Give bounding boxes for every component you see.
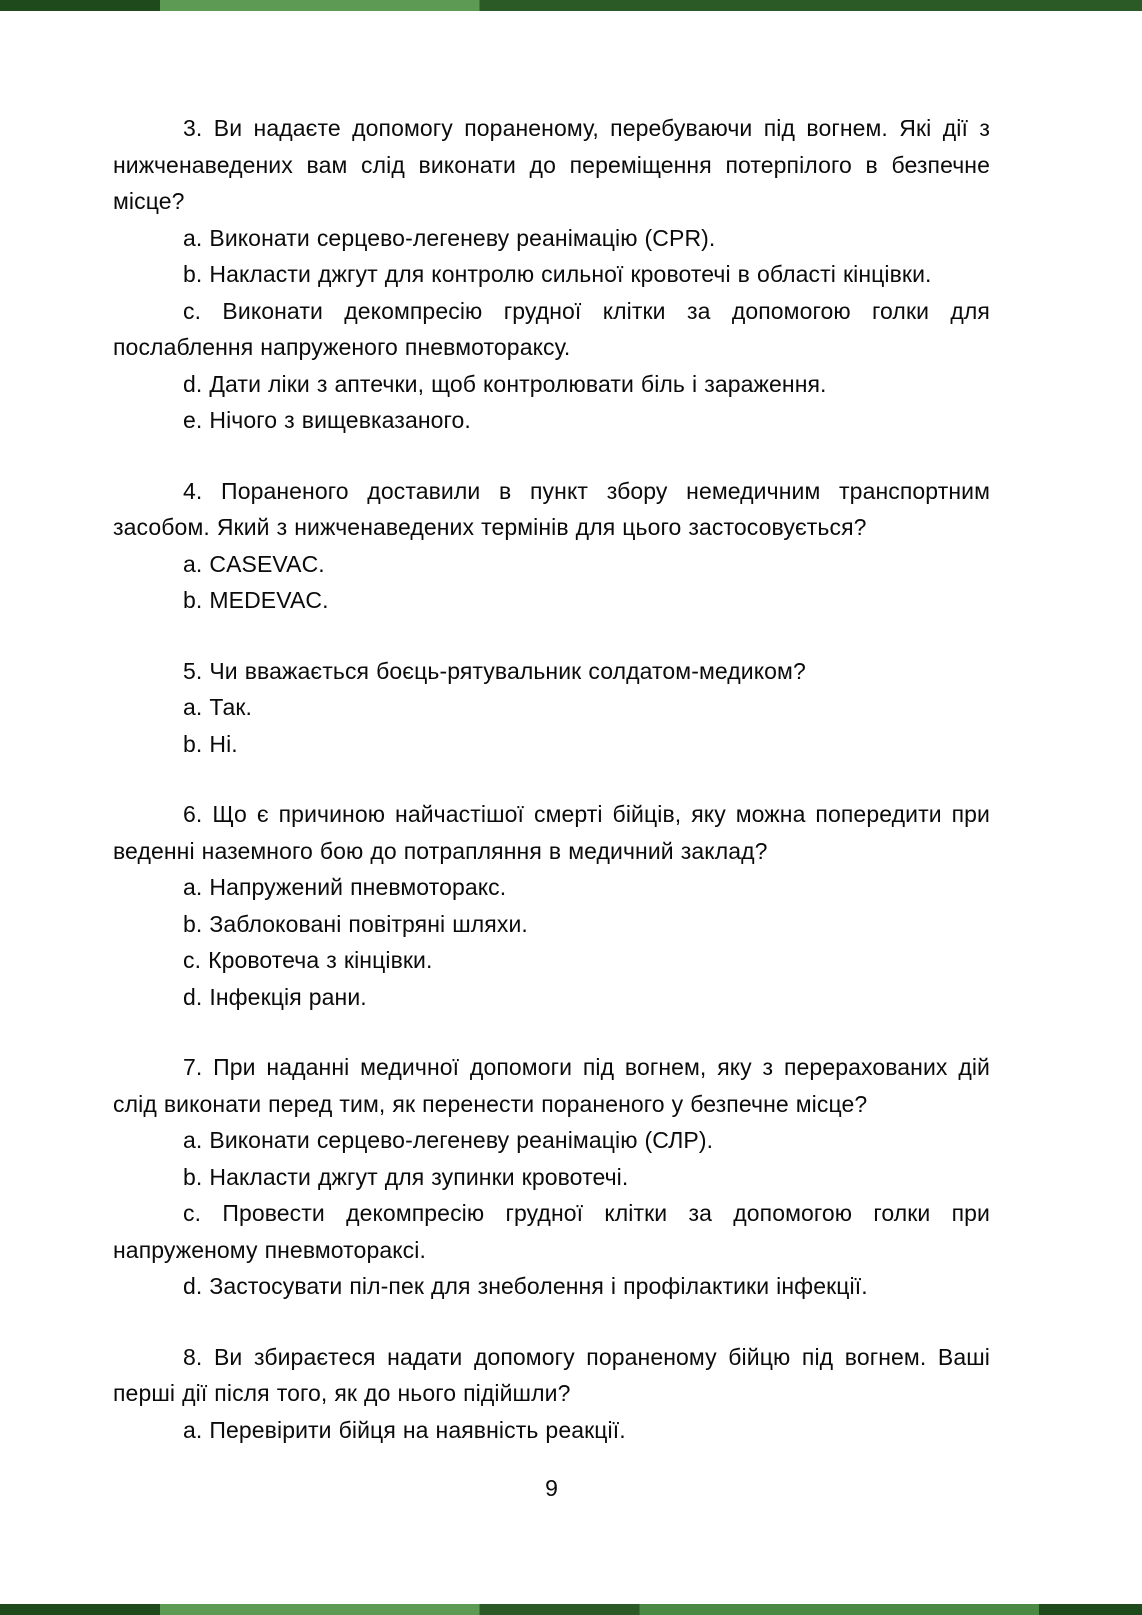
answer-option: d. Інфекція рани. <box>183 983 367 1010</box>
question-text: 3. Ви надаєте допомогу пораненому, перебуваючи під вогнем. Які дії з нижченаведених вам слід виконати до переміщення потерпілого в безпечне місце? <box>113 115 990 214</box>
question-block-8 <box>113 1339 990 1449</box>
question-block-7 <box>113 1049 990 1305</box>
page-bottom-scan-edge <box>0 1604 1142 1615</box>
question-block-6 <box>113 796 990 1015</box>
answer-option: c. Кровотеча з кінцівки. <box>183 947 433 973</box>
question-block-5 <box>113 653 990 763</box>
answer-option: a. Напружений пневмоторакс. <box>183 874 507 900</box>
answer-option: c. Провести декомпресію грудної клітки за допомогою голки при напруженому пневмотораксі. <box>113 1200 990 1263</box>
page-top-scan-edge <box>0 0 1142 11</box>
answer-option: b. Накласти джгут для контролю сильної кровотечі в області кінцівки. <box>183 261 932 287</box>
answer-option: b. Накласти джгут для зупинки кровотечі. <box>183 1163 629 1190</box>
answer-option: a. Так. <box>183 694 253 720</box>
question-text: 8. Ви збираєтеся надати допомогу пораненому бійцю під вогнем. Ваші перші дії після того, як до нього підійшли? <box>113 1343 990 1406</box>
answer-option: a. Виконати серцево-легеневу реанімацію (CPR). <box>183 224 716 251</box>
answer-option: d. Застосувати піл-пек для знеболення і профілактики інфекції. <box>183 1273 868 1299</box>
answer-option: b. Ні. <box>183 730 238 757</box>
page-content <box>113 110 990 1448</box>
answer-option: b. MEDEVAC. <box>183 587 329 613</box>
answer-option: b. Заблоковані повітряні шляхи. <box>183 910 528 937</box>
question-block-4 <box>113 473 990 619</box>
question-text: 5. Чи вважається боєць-рятувальник солдатом-медиком? <box>183 657 806 684</box>
answer-option: a. Виконати серцево-легеневу реанімацію (СЛР). <box>183 1127 714 1153</box>
answer-option: e. Нічого з вищевказаного. <box>183 407 471 433</box>
answer-option: a. CASEVAC. <box>183 550 325 577</box>
answer-option: d. Дати ліки з аптечки, щоб контролювати біль і зараження. <box>183 370 827 397</box>
question-text: 4. Пораненого доставили в пункт збору немедичним транспортним засобом. Який з нижченаведених термінів для цього застосовується? <box>113 477 990 540</box>
question-text: 6. Що є причиною найчастішої смерті бійців, яку можна попередити при веденні наземного бою до потрапляння в медичний заклад? <box>113 801 990 864</box>
answer-option: c. Виконати декомпресію грудної клітки за допомогою голки для послаблення напруженого пневмотораксу. <box>113 297 990 360</box>
answer-option: a. Перевірити бійця на наявність реакції. <box>183 1416 626 1443</box>
question-block-3 <box>113 110 990 439</box>
question-text: 7. При наданні медичної допомоги під вогнем, яку з перерахованих дій слід виконати перед тим, як перенести пораненого у безпечне місце? <box>113 1054 990 1117</box>
page-number: 9 <box>545 1475 558 1501</box>
